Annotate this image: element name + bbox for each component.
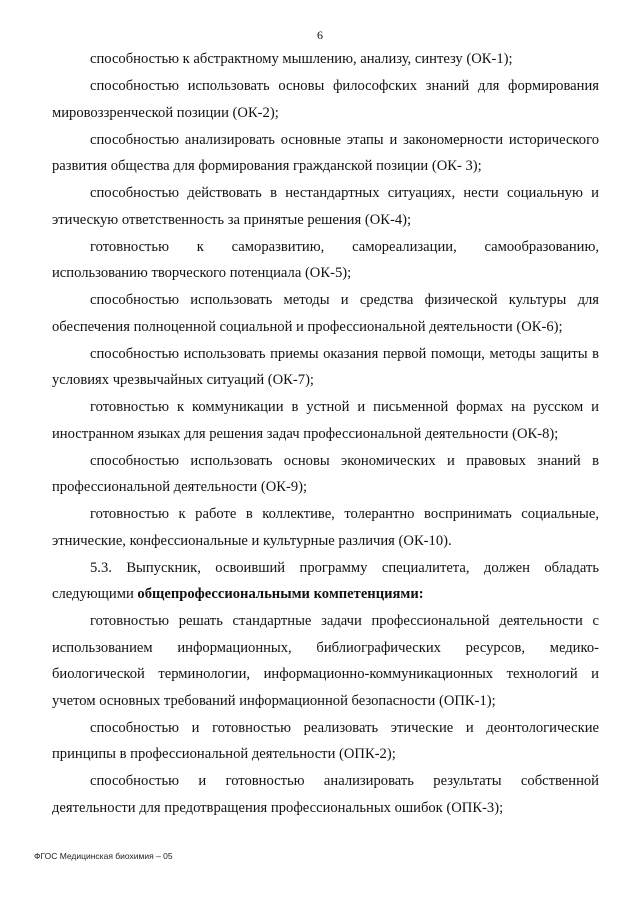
document-body [52, 46, 599, 822]
competency-opk-3: способностью и готовностью анализировать результаты собственной деятельности для предотвращения профессиональных ошибок (ОПК-3); [52, 773, 599, 816]
competency-opk-1: готовностью решать стандартные задачи профессиональной деятельности с использованием информационных, библиографических ресурсов, медико-биологической терминологии, информационно-коммуникационных технологий и учетом основных требований информационной безопасности (ОПК-1); [52, 613, 599, 709]
competency-ok-1: способностью к абстрактному мышлению, анализу, синтезу (ОК-1); [90, 51, 513, 67]
page-footer: ФГОС Медицинская биохимия – 05 [34, 851, 173, 861]
section-5-3-lead: 5.3. Выпускник, освоивший программу специалитета, должен обладать следующими [52, 559, 599, 602]
competency-opk-2: способностью и готовностью реализовать этические и деонтологические принципы в профессиональной деятельности (ОПК-2); [52, 719, 599, 762]
competency-ok-3: способностью анализировать основные этапы и закономерности исторического развития общества для формирования гражданской позиции (ОК- 3); [52, 131, 599, 174]
competency-ok-9: способностью использовать основы экономических и правовых знаний в профессиональной деятельности (ОК-9); [52, 452, 599, 495]
competency-ok-4: способностью действовать в нестандартных ситуациях, нести социальную и этическую ответственность за принятые решения (ОК-4); [52, 185, 599, 228]
section-5-3 [52, 555, 599, 608]
page-number: 6 [317, 28, 323, 42]
competency-ok-2: способностью использовать основы философских знаний для формирования мировоззренческой позиции (ОК-2); [52, 78, 599, 121]
section-5-3-bold: общепрофессиональными компетенциями: [137, 586, 424, 602]
competency-ok-5: готовностью к саморазвитию, самореализации, самообразованию, использованию творческого потенциала (ОК-5); [52, 238, 599, 281]
competency-ok-7: способностью использовать приемы оказания первой помощи, методы защиты в условиях чрезвычайных ситуаций (ОК-7); [52, 345, 599, 388]
competency-ok-10: готовностью к работе в коллективе, толерантно воспринимать социальные, этнические, конфессиональные и культурные различия (ОК-10). [52, 506, 599, 549]
competency-ok-8: готовностью к коммуникации в устной и письменной формах на русском и иностранном языках для решения задач профессиональной деятельности (ОК-8); [52, 399, 599, 442]
competency-ok-6: способностью использовать методы и средства физической культуры для обеспечения полноценной социальной и профессиональной деятельности (ОК-6); [52, 292, 599, 335]
